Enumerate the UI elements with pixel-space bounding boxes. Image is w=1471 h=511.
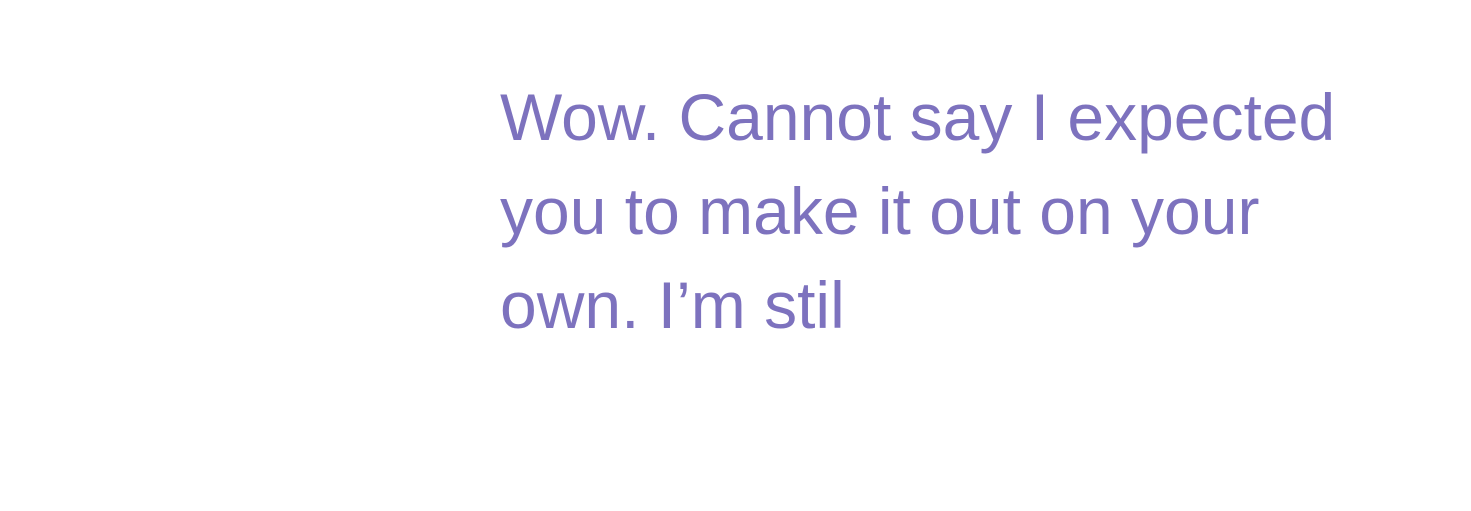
dialogue-line-1: Wow. Cannot say I expected [500, 80, 1336, 154]
dialogue-line-2: you to make it out on your [500, 174, 1260, 248]
dialogue-line-3: own. I’m stil [500, 268, 845, 342]
dialogue-text [500, 70, 1420, 352]
